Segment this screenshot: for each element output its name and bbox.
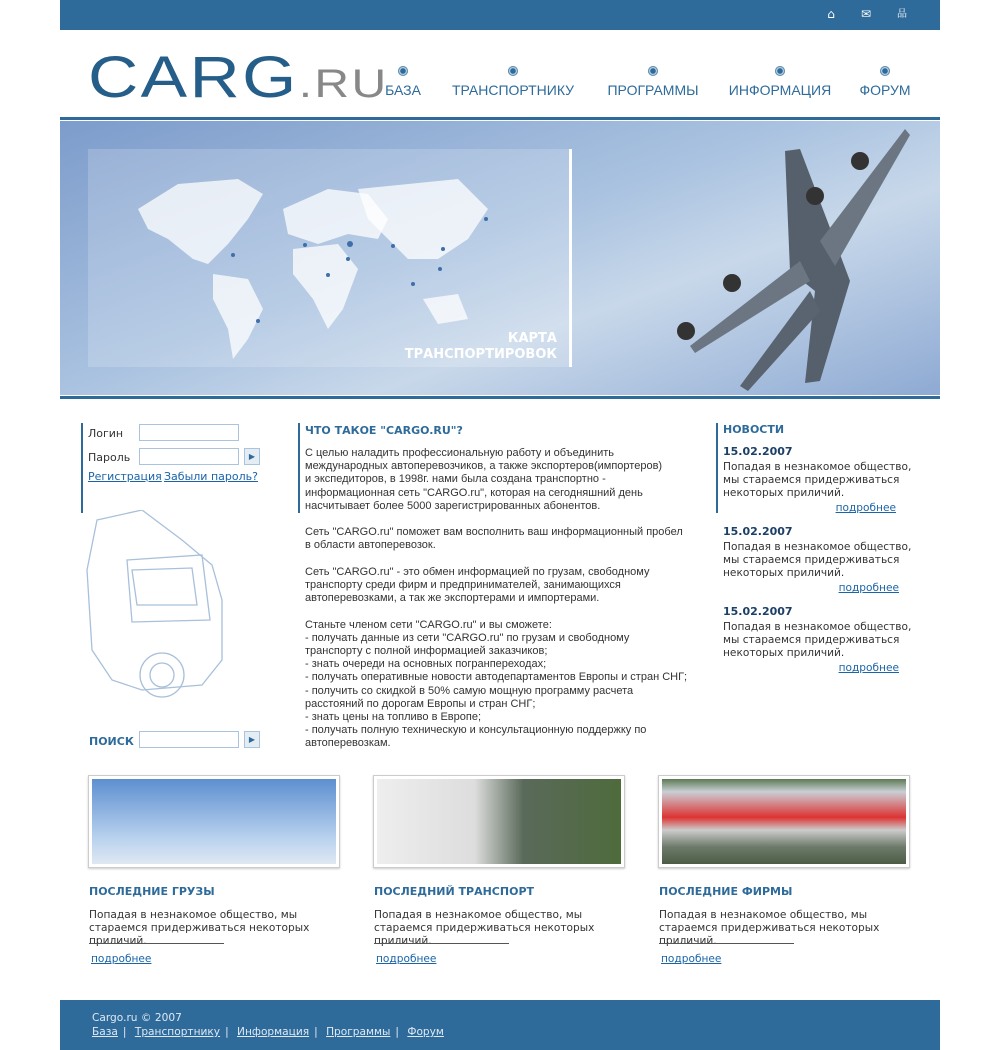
search-label: ПОИСК [89, 735, 134, 748]
truck-photo[interactable] [373, 775, 625, 868]
trucks-fleet-photo[interactable] [658, 775, 910, 868]
logo[interactable] [88, 45, 389, 112]
card-latest-transport [373, 775, 625, 965]
card-title: ПОСЛЕДНИЕ ФИРМЫ [659, 885, 793, 898]
about-section [298, 423, 713, 753]
news-more-link[interactable]: подробнее [835, 502, 896, 514]
divider [89, 943, 224, 944]
footer-link-transportniku[interactable]: Транспортнику [134, 1026, 221, 1038]
password-label: Пароль [88, 451, 131, 464]
section-accent [298, 423, 300, 513]
separator: | [122, 1026, 127, 1038]
news-item [723, 525, 913, 594]
airplane-image [620, 121, 940, 395]
sitemap-icon[interactable]: 品 [897, 9, 907, 20]
nav-label: ТРАНСПОРТНИКУ [451, 82, 575, 98]
nav-label: БАЗА [385, 82, 421, 98]
card-latest-companies [658, 775, 910, 965]
card-more-link[interactable]: подробнее [376, 953, 437, 965]
separator: | [395, 1026, 399, 1038]
news-text: Попадая в незнакомое общество, мы стараемся придерживаться некоторых приличий. [723, 541, 912, 579]
footer-link-forum[interactable]: Форум [407, 1026, 444, 1038]
logo-main: CARG [88, 45, 299, 110]
divider [60, 396, 940, 399]
banner [60, 121, 940, 395]
bullet-icon [508, 66, 518, 76]
card-text: Попадая в незнакомое общество, мы стараемся придерживаться некоторых приличий. [374, 909, 595, 947]
nav-label: ИНФОРМАЦИЯ [728, 82, 832, 98]
nav-transportniku[interactable] [440, 66, 586, 98]
separator: | [314, 1026, 318, 1038]
login-submit-button[interactable]: ▶ [244, 448, 260, 465]
search-submit-button[interactable]: ▶ [244, 731, 260, 748]
map-label: ТРАНСПОРТИРОВОК [404, 347, 557, 362]
news-more-link[interactable]: подробнее [838, 582, 899, 594]
nav-programmy[interactable] [598, 66, 708, 98]
nav-informatsiya[interactable] [720, 66, 840, 98]
card-title: ПОСЛЕДНИЙ ТРАНСПОРТ [374, 885, 535, 898]
login-input[interactable] [139, 424, 239, 441]
forgot-password-link[interactable]: Забыли пароль? [164, 470, 258, 483]
news-date: 15.02.2007 [723, 525, 793, 538]
login-form [81, 423, 271, 513]
news-date: 15.02.2007 [723, 445, 793, 458]
nav-label: ПРОГРАММЫ [607, 82, 699, 98]
home-icon[interactable]: ⌂ [827, 7, 835, 21]
nav-forum[interactable] [852, 66, 918, 98]
about-title: ЧТО ТАКОЕ "CARGO.RU"? [305, 424, 463, 437]
card-title: ПОСЛЕДНИЕ ГРУЗЫ [89, 885, 215, 898]
password-input[interactable] [139, 448, 239, 465]
news-date: 15.02.2007 [723, 605, 793, 618]
bullet-icon [775, 66, 785, 76]
card-more-link[interactable]: подробнее [91, 953, 152, 965]
news-item [723, 605, 913, 674]
news-more-link[interactable]: подробнее [838, 662, 899, 674]
search-input[interactable] [139, 731, 239, 748]
news-text: Попадая в незнакомое общество, мы стараемся придерживаться некоторых приличий. [723, 461, 912, 499]
section-accent [716, 423, 718, 513]
bullet-icon [880, 66, 890, 76]
card-text: Попадая в незнакомое общество, мы стараемся придерживаться некоторых приличий. [659, 909, 880, 947]
transport-map-link[interactable] [88, 149, 572, 367]
airplane-photo[interactable] [88, 775, 340, 868]
footer-link-programmy[interactable]: Программы [326, 1026, 391, 1038]
news-title: НОВОСТИ [723, 423, 785, 436]
card-more-link[interactable]: подробнее [661, 953, 722, 965]
copyright: Cargo.ru © 2007 [92, 1012, 182, 1024]
footer [60, 1000, 940, 1050]
card-latest-cargo [88, 775, 340, 965]
login-label: Логин [88, 427, 124, 440]
truck-sketch-image [82, 510, 252, 710]
divider [60, 117, 940, 120]
logo-suffix: .RU [298, 62, 389, 106]
news-text: Попадая в незнакомое общество, мы стараемся придерживаться некоторых приличий. [723, 621, 912, 659]
register-link[interactable]: Регистрация [88, 470, 162, 483]
divider [374, 943, 509, 944]
map-label: КАРТА [507, 331, 557, 346]
separator: | [225, 1026, 229, 1038]
footer-link-baza[interactable]: База [92, 1026, 118, 1038]
mail-icon[interactable]: ✉ [860, 7, 872, 21]
nav-baza[interactable] [380, 66, 426, 98]
top-bar [60, 0, 940, 30]
news-item [723, 445, 913, 514]
bullet-icon [648, 66, 658, 76]
bullet-icon [398, 66, 408, 76]
footer-link-informatsiya[interactable]: Информация [237, 1026, 310, 1038]
card-text: Попадая в незнакомое общество, мы стараемся придерживаться некоторых приличий. [89, 909, 310, 947]
about-text: С целью наладить профессиональную работу и объединить международных автоперевозчиков, а также экспортеров(импортеров) и экспедиторов, в 1998г. нами была создана транспортно - информационная сеть "CARGO.ru", которая на сегодняшний день насчитывает более 5000 зарегистрированных абонентов. Сеть "CARGO.ru" поможет вам восполнить ваш информационный пробел в области автоперевозок. Сеть "CARGO.ru" - это обмен информацией по грузам, свободному транспорту среди фирм и предпринимателей, занимающихся автоперевозками, а так же экспортерами и импортерами. Станьте членом сети "CARGO.ru" и вы сможете: - получать данные из сети "CARGO.ru" по грузам и свободному транспорту с полной информацией заказчиков; - знать очереди на основных погранпереходах; - получать оперативные новости автодепартаментов Европы и стран СНГ; - получить со скидкой в 50% самую мощную программу расчета расстояний по дорогам Европы и стран СНГ; - знать цены на топливо в Европе; - получать полную техническую и консультационную поддержку по автоперевозкам. [305, 447, 688, 750]
divider [659, 943, 794, 944]
nav-label: ФОРУМ [859, 82, 911, 98]
